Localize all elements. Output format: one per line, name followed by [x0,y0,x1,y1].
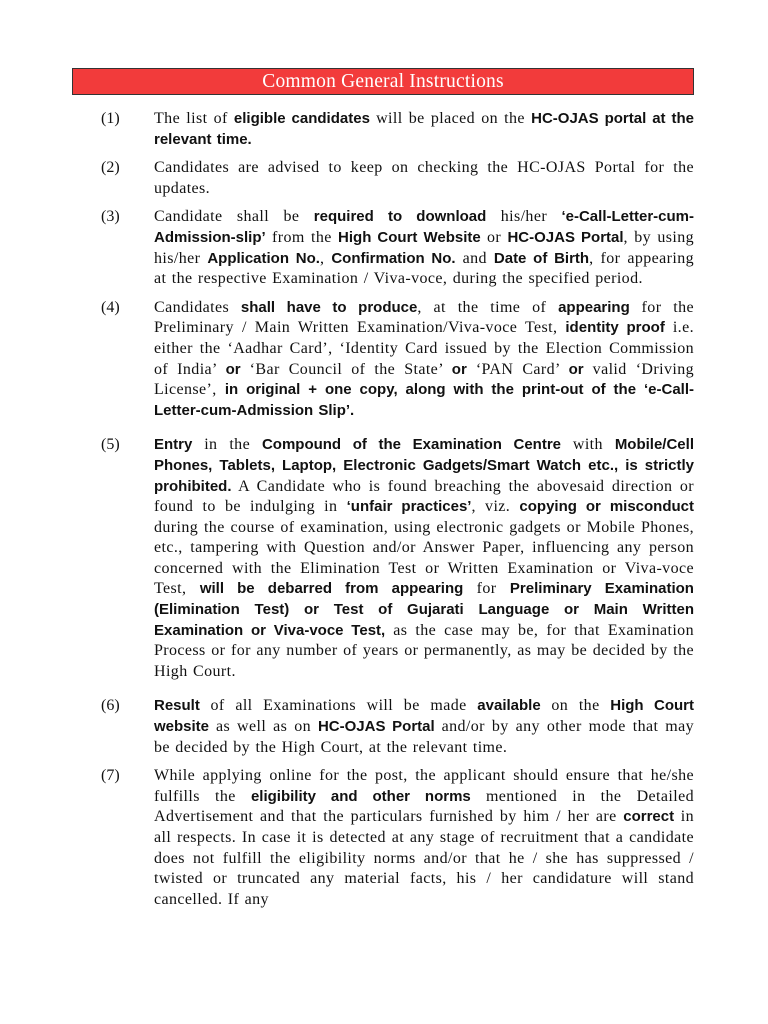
item-number: (2) [101,159,120,177]
text-run: , viz. [471,498,520,516]
text-run: The list of [154,110,234,127]
item-number: (5) [101,436,120,454]
bold-text: Mobile/Cell Phones, Tablets, Laptop, Electronic Gadgets/Smart Watch etc., is strictly prohibited. [154,436,694,495]
bold-text: appearing [558,298,630,316]
bold-text: Result [154,697,200,715]
list-item [0,435,768,682]
section-title: Common General Instructions [262,70,504,92]
item-text [154,435,694,682]
list-item [0,109,768,150]
text-run: as well as on [209,718,318,736]
text-run: on the [540,697,611,715]
item-number: (3) [101,208,120,226]
text-run: , at the time of [417,298,559,316]
bold-text: HC-OJAS portal at the relevant time. [154,110,694,148]
text-run: in the [192,436,262,454]
text-run: from the [265,228,339,246]
instructions-list [0,109,768,918]
bold-text: High Court Website [338,228,481,246]
item-text [154,696,694,758]
bold-text: Entry [154,436,193,454]
text-run: , [319,249,332,267]
item-number: (6) [101,697,120,715]
bold-text: or [225,360,241,378]
list-item [0,766,768,910]
text-run: mentioned in the Detailed Advertisement and that the particulars furnished by him / her are [154,787,694,826]
bold-text: required to download [313,208,487,226]
item-number: (1) [101,110,120,127]
bold-text: Compound of the Examination Centre [261,436,562,454]
text-run: of all Examinations will be made [199,697,478,715]
bold-text: Date of Birth [493,249,590,267]
text-run: ‘PAN Card’ [466,360,569,378]
bold-text: eligible candidates [233,110,370,127]
text-run: i.e. either the ‘Aadhar Card’, ‘Identity Card issued by the Election Commission of India’ [154,319,694,378]
bold-text: Preliminary Examination (Elimination Test) or Test of Gujarati Language or Main Written Examination or Viva-voce Test, [154,580,694,639]
bold-text: will be debarred from appearing [199,580,464,598]
text-run: While applying online for the post, the applicant should ensure that he/she fulfills the [154,767,694,805]
item-number: (4) [101,298,120,316]
text-run: for the Preliminary / Main Written Examination/Viva-voce Test, [154,298,694,337]
bold-text: copying or misconduct [519,498,695,516]
bold-text: ‘e-Call-Letter-cum-Admission-slip’ [154,208,694,246]
bold-text: shall have to produce [240,298,418,316]
bold-text: or [451,360,467,378]
item-text [154,766,694,910]
text-run: ‘Bar Council of the State’ [240,360,452,378]
bold-text: Confirmation No. [331,249,456,267]
bold-text: High Court website [154,697,695,736]
text-run: his/her [486,208,562,226]
list-item [0,696,768,758]
bold-text: eligibility and other norms [250,787,471,805]
text-run: , by using his/her [154,228,695,267]
text-run: Candidate shall be [154,208,314,226]
text-run: as the case may be, for that Examination Process or for any number of years or permanently, as may be decided by the High Court. [154,621,694,680]
bold-text: HC-OJAS Portal [507,228,624,246]
text-run: during the course of examination, using electronic gadgets or Mobile Phones, etc., tampering with Question and/or Answer Paper, influencing any person concerned with the Elimination Test or Written Examination or Viva-voce Test, [154,518,694,598]
bold-text: correct [623,808,675,826]
text-run: for [463,580,510,598]
list-item [0,298,768,422]
text-run: valid ‘Driving License’, [154,360,694,399]
bold-text: or [568,360,584,378]
bold-text: HC-OJAS Portal [317,718,435,736]
text-run: , for appearing at the respective Examination / Viva-voce, during the specified period. [154,249,694,288]
bold-text: in original + one copy, along with the print-out of the ‘e-Call-Letter-cum-Admission Slip’. [154,381,694,419]
text-run: will be placed on the [369,110,532,127]
text-run: with [561,436,615,454]
item-text [154,207,694,289]
bold-text: available [477,697,541,715]
text-run: Candidates are advised to keep on checking the HC-OJAS Portal for the updates. [154,159,694,197]
bold-text: ‘unfair practices’ [346,498,472,516]
text-run: in all respects. In case it is detected at any stage of recruitment that a candidate does not fulfill the eligibility norms and/or that he / she has suppressed / twisted or truncated any material facts, his / her candidature will stand cancelled. If any [154,808,694,908]
text-run: Candidates [154,298,241,316]
list-item [0,158,768,199]
text-run: or [480,228,508,246]
item-text [154,109,694,150]
text-run: and [455,249,494,267]
text-run: A Candidate who is found breaching the abovesaid direction or found to be indulging in [154,477,694,516]
text-run: and/or by any other mode that may be decided by the High Court, at the relevant time. [154,718,695,756]
item-text [154,298,694,422]
bold-text: Application No. [207,249,320,267]
bold-text: identity proof [565,319,665,337]
item-text [154,158,694,199]
item-number: (7) [101,767,120,785]
list-item [0,207,768,289]
section-header [72,68,694,95]
